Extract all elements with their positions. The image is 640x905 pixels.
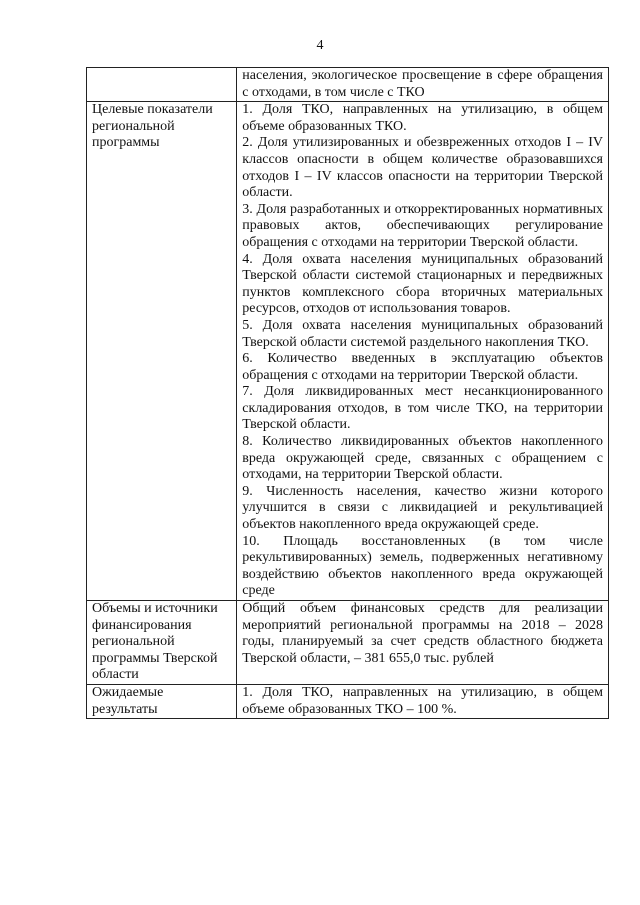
list-item: 4. Доля охвата населения муниципальных образований Тверской области системой стационарных и передвижных пунктов комплексного сбора вторичных материальных ресурсов, отходов от использования товаров. (242, 251, 603, 317)
row-label: Ожидаемые результаты (87, 684, 237, 718)
list-item: Общий объем финансовых средств для реализации мероприятий региональной программы на 2018 – 2028 годы, планируемый за счет средств областного бюджета Тверской области, – 381 655,0 тыс. рублей (242, 601, 603, 666)
row-value (237, 601, 609, 685)
list-item: 5. Доля охвата населения муниципальных образований Тверской области системой раздельного накопления ТКО. (242, 317, 603, 350)
program-passport-table (86, 67, 609, 719)
table-row (87, 102, 609, 601)
list-item: 9. Численность населения, качество жизни которого улучшится в связи с ликвидацией и рекультивацией объектов накопленного вреда окружающей среде. (242, 483, 603, 533)
row-label: Целевые показатели региональной программы (87, 102, 237, 601)
list-item: 10. Площадь восстановленных (в том числе рекультивированных) земель, подверженных негативному воздействию объектов накопленного вреда окружающей среде (242, 533, 603, 599)
list-item: 1. Доля ТКО, направленных на утилизацию, в общем объеме образованных ТКО – 100 %. (242, 684, 603, 717)
row-value (237, 684, 609, 718)
table-row (87, 684, 609, 718)
list-item: 3. Доля разработанных и откорректированных нормативных правовых актов, обеспечивающих регулирование обращения с отходами на территории Тверской области. (242, 201, 603, 250)
row-label (87, 68, 237, 102)
row-label: Объемы и источники финансирования региональной программы Тверской области (87, 601, 237, 685)
list-item: населения, экологическое просвещение в сфере обращения с отходами, в том числе с ТКО (242, 68, 603, 100)
list-item: 8. Количество ликвидированных объектов накопленного вреда окружающей среде, связанных с обращением с отходами, на территории Тверской области. (242, 434, 603, 483)
table-row (87, 601, 609, 685)
table-row (87, 68, 609, 102)
list-item: 2. Доля утилизированных и обезвреженных отходов I – IV классов опасности в общем количестве образовавшихся отходов I – IV классов опасности на территории Тверской области. (242, 135, 603, 201)
list-item: 7. Доля ликвидированных мест несанкционированного складирования отходов, в том числе ТКО, на территории Тверской области. (242, 384, 603, 433)
list-item: 6. Количество введенных в эксплуатацию объектов обращения с отходами на территории Тверской области. (242, 351, 603, 383)
row-value (237, 68, 609, 102)
row-value (237, 102, 609, 601)
page-number: 4 (316, 38, 324, 53)
list-item: 1. Доля ТКО, направленных на утилизацию, в общем объеме образованных ТКО. (242, 102, 603, 134)
